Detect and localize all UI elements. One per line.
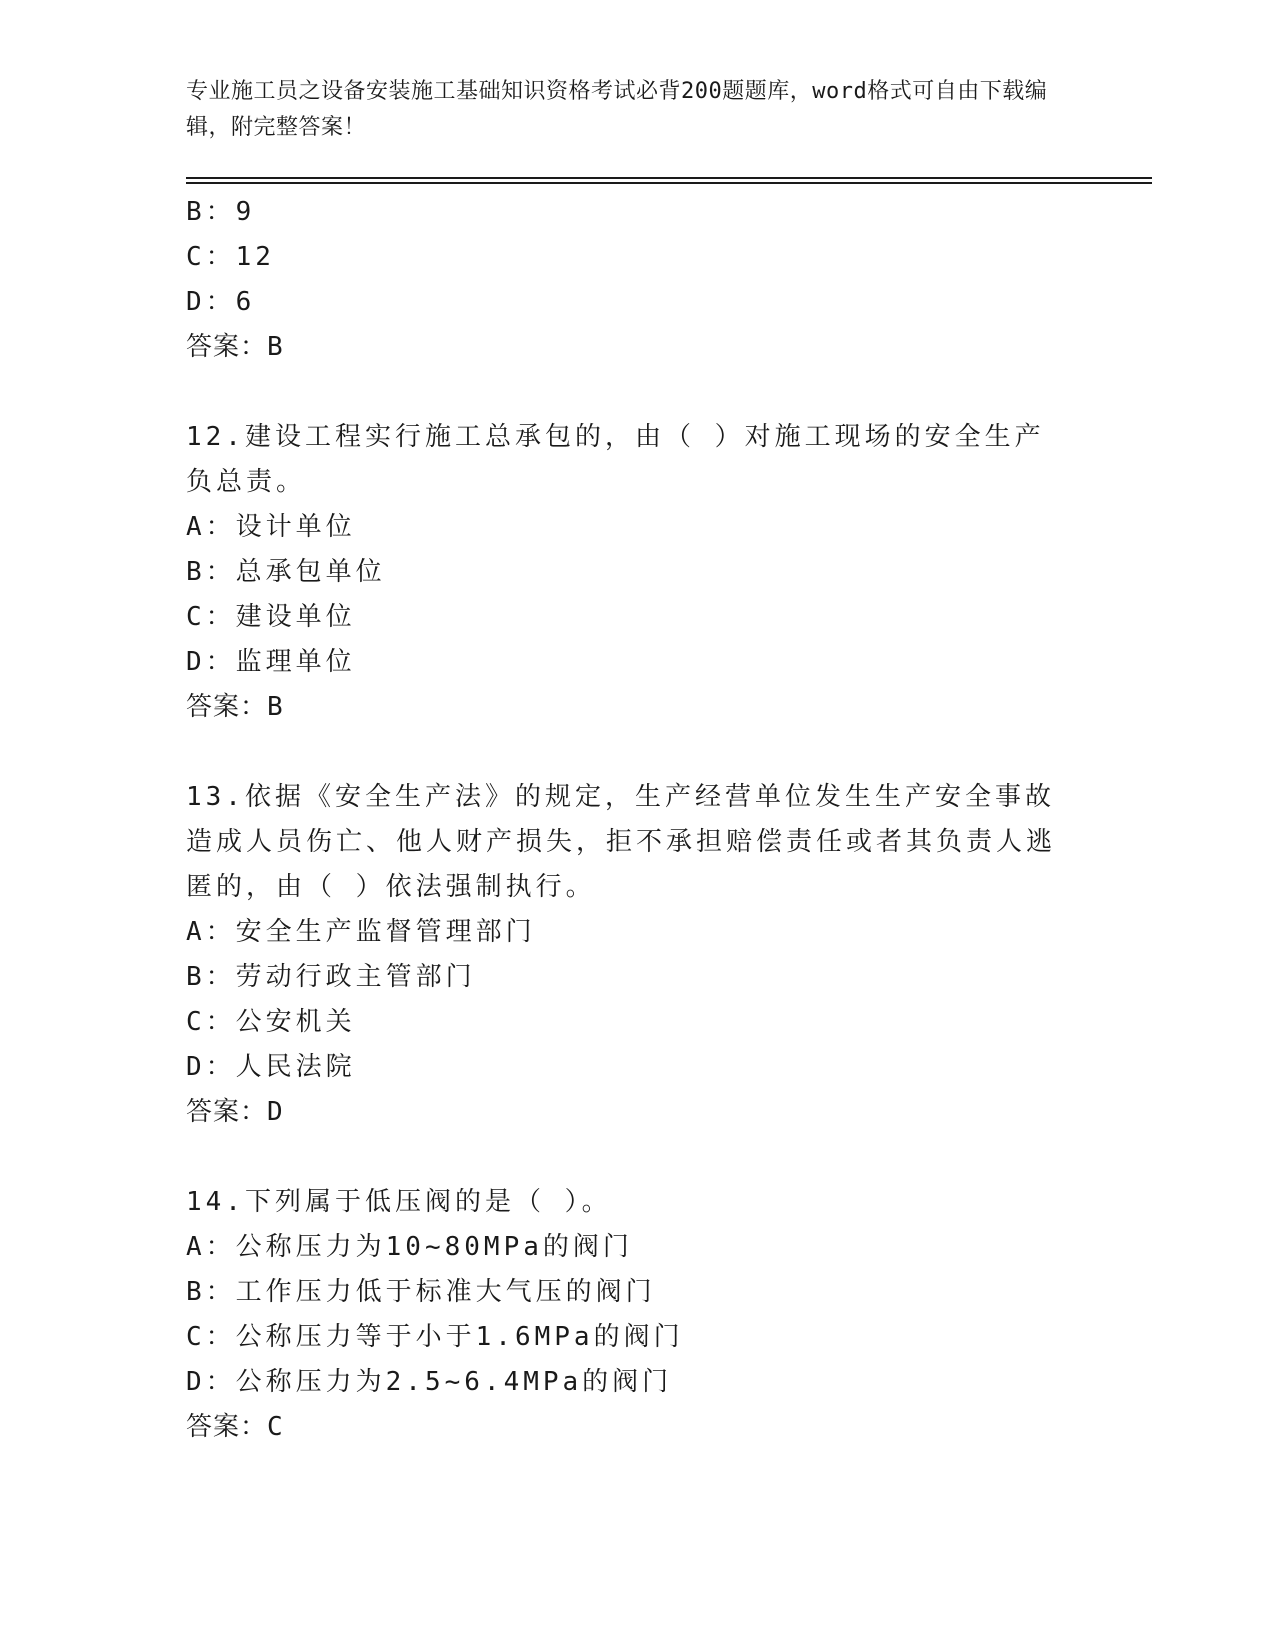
question-stem: 12.建设工程实行施工总承包的，由（ ）对施工现场的安全生产负总责。 (186, 422, 1045, 497)
option-b: B：劳动行政主管部门 (186, 962, 476, 992)
answer-line: 答案：B (186, 332, 284, 362)
option-d: D：公称压力为2.5~6.4MPa的阀门 (186, 1367, 673, 1397)
prev-question (186, 190, 1086, 370)
option-a: A：设计单位 (186, 512, 356, 542)
option-d: D：监理单位 (186, 647, 356, 677)
option-d: D：人民法院 (186, 1052, 356, 1082)
answer-line: 答案：C (186, 1412, 284, 1442)
spacer (186, 1135, 1086, 1180)
question-13 (186, 775, 1086, 1135)
answer-line: 答案：D (186, 1097, 284, 1127)
question-12 (186, 415, 1086, 730)
question-stem: 13.依据《安全生产法》的规定，生产经营单位发生生产安全事故造成人员伤亡、他人财产损失，拒不承担赔偿责任或者其负责人逃匿的，由（ ）依法强制执行。 (186, 782, 1057, 902)
header-rule-top (186, 177, 1152, 179)
spacer (186, 370, 1086, 415)
option-c: C：建设单位 (186, 602, 356, 632)
option-d: D：6 (186, 287, 256, 317)
spacer (186, 730, 1086, 775)
option-c: C：公安机关 (186, 1007, 356, 1037)
option-a: A：安全生产监督管理部门 (186, 917, 536, 947)
answer-line: 答案：B (186, 692, 284, 722)
header-rule-bottom (186, 182, 1152, 184)
option-b: B：工作压力低于标准大气压的阀门 (186, 1277, 656, 1307)
question-stem: 14.下列属于低压阀的是（ ）。 (186, 1187, 612, 1217)
question-14 (186, 1180, 1086, 1450)
document-header: 专业施工员之设备安装施工基础知识资格考试必背200题题库，word格式可自由下载编辑，附完整答案！ (186, 79, 1048, 140)
option-b: B：9 (186, 197, 256, 227)
option-a: A：公称压力为10~80MPa的阀门 (186, 1232, 633, 1262)
option-b: B：总承包单位 (186, 557, 386, 587)
option-c: C：12 (186, 242, 275, 272)
question-list (186, 190, 1086, 1450)
option-c: C：公称压力等于小于1.6MPa的阀门 (186, 1322, 684, 1352)
